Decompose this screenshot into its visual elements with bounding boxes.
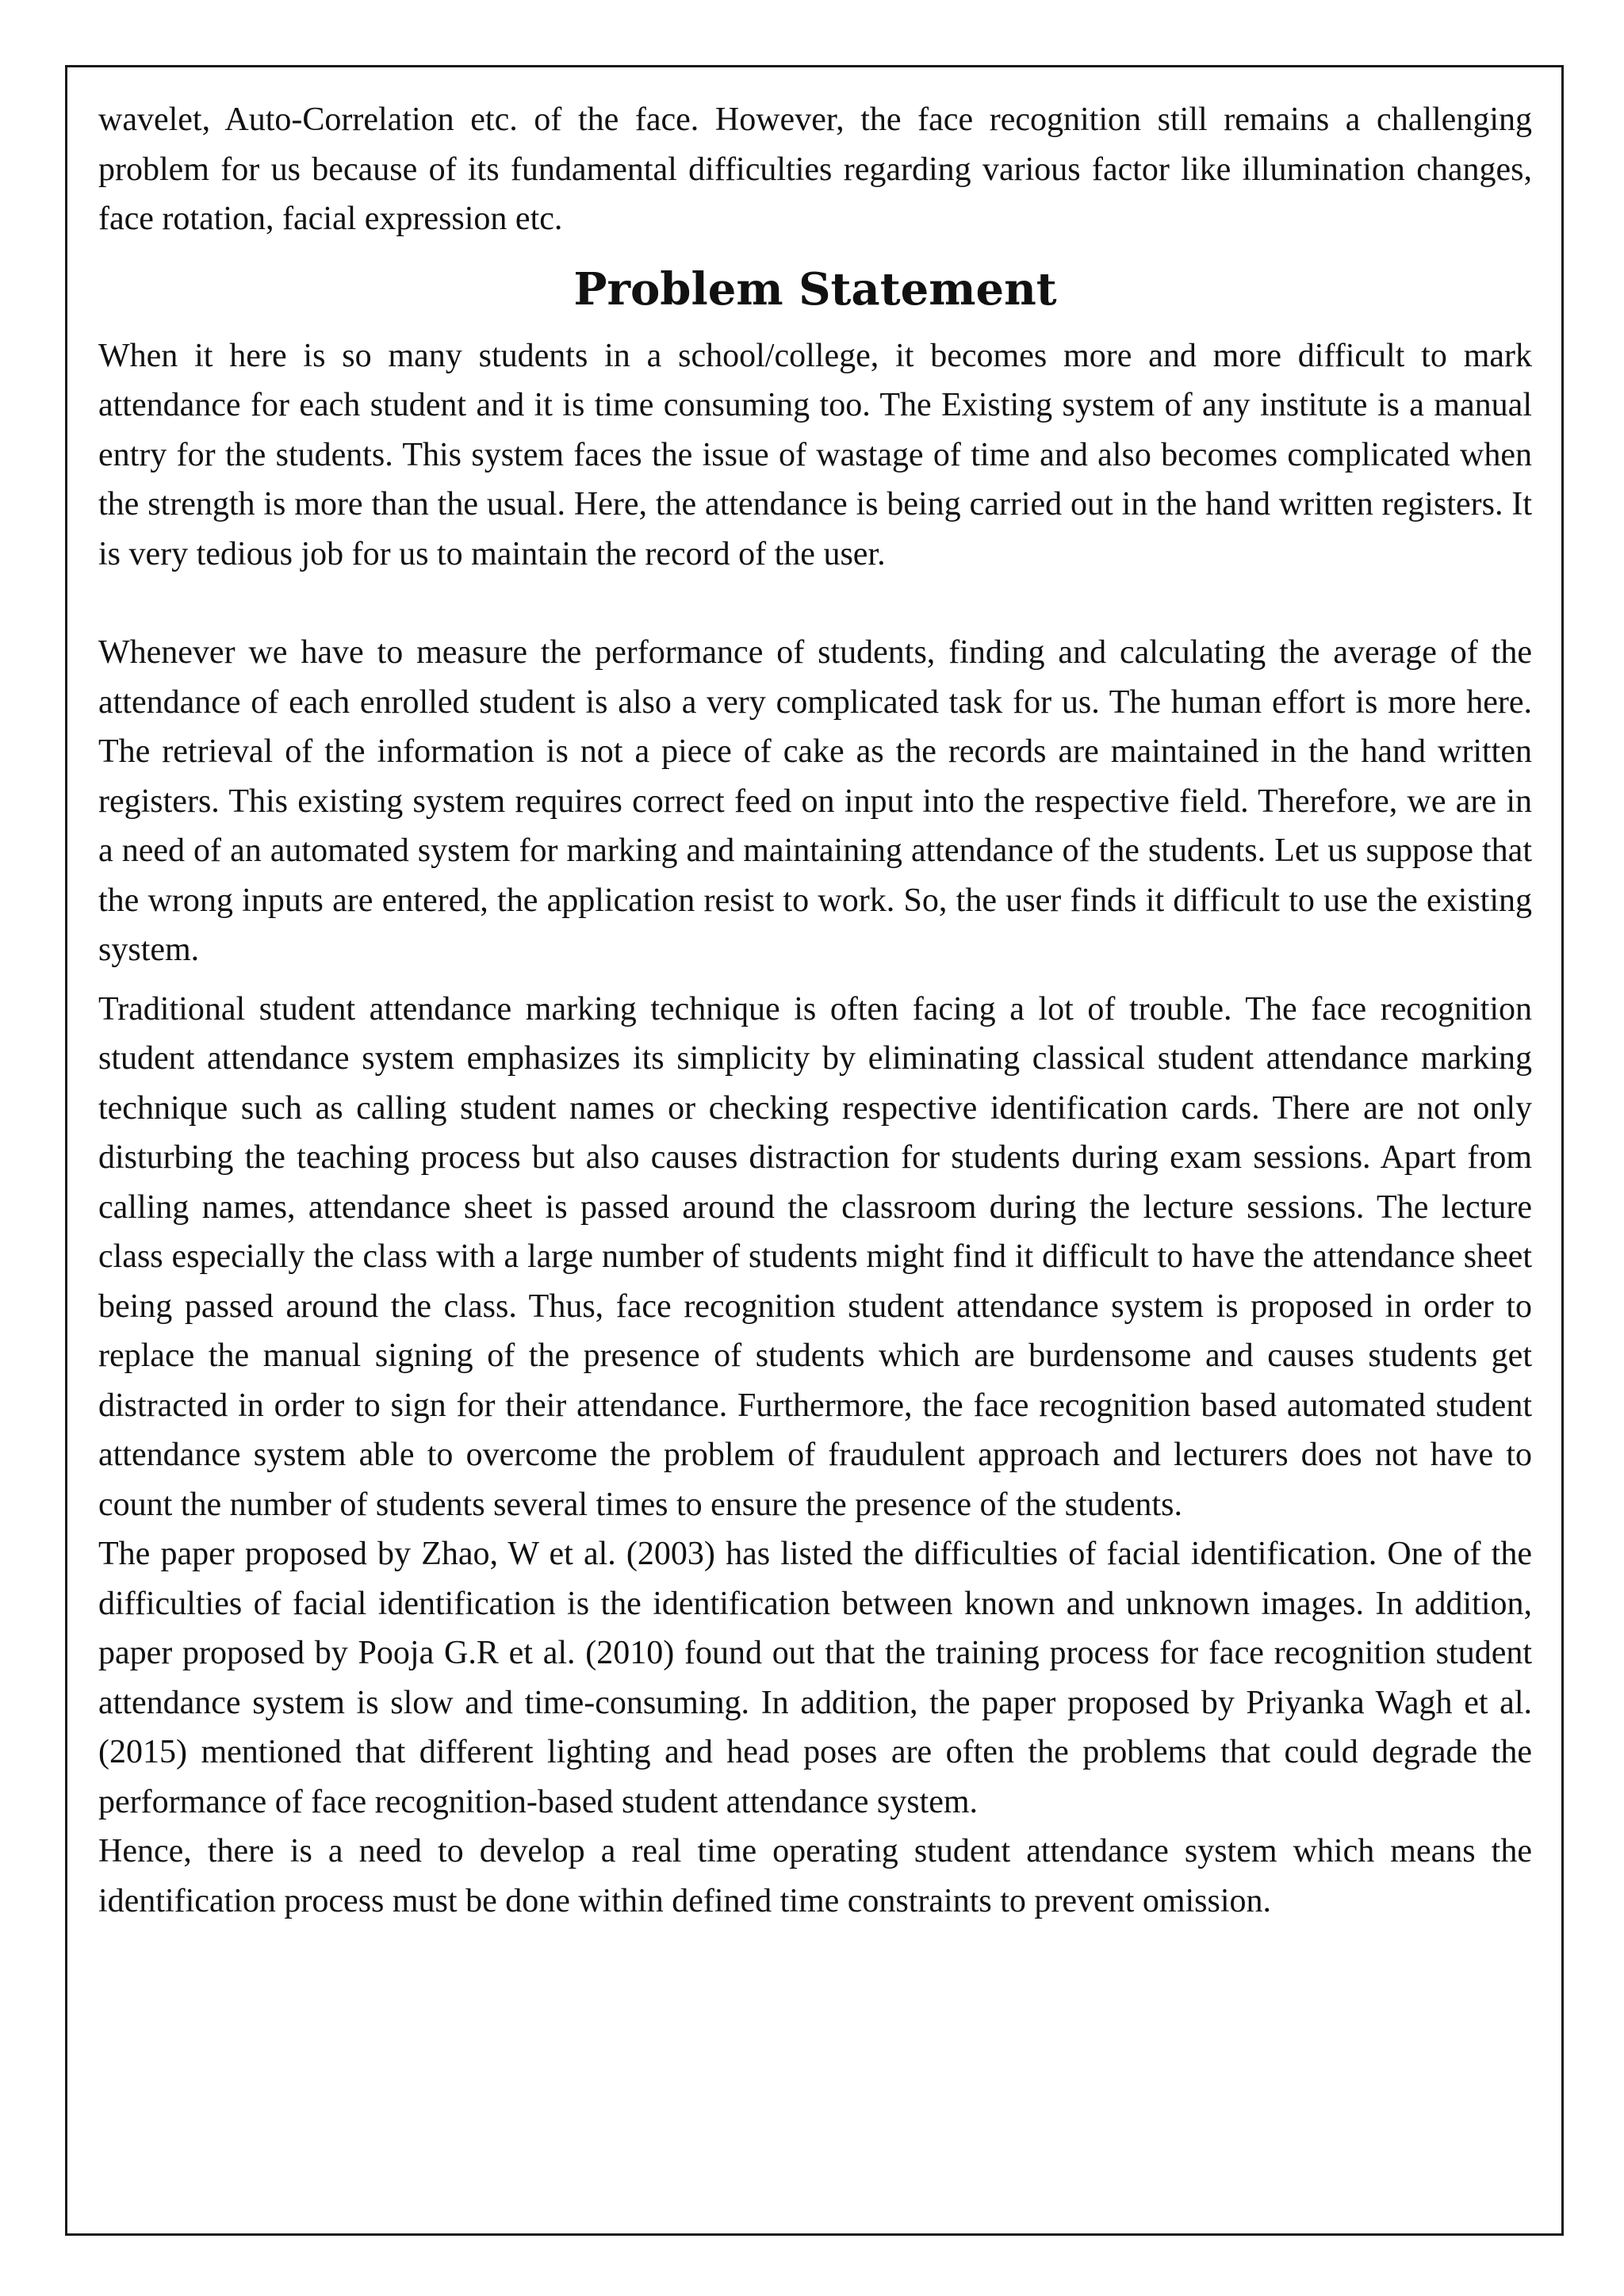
paragraph-existing-system: When it here is so many students in a school/college, it becomes more and more difficult to mark attendance for each student and it is time consuming too. The Existing system of any institute is a manual entry for the students. This system faces the issue of wastage of time and also becomes complicated when the strength is more than the usual. Here, the attendance is being carried out in the hand written registers. It is very tedious job for us to maintain the record of the user. xyxy=(98,337,1532,572)
paragraph-literature: The paper proposed by Zhao, W et al. (2003) has listed the difficulties of facial identification. One of the difficulties of facial identification is the identification between known and unknown images. In addition, paper proposed by Pooja G.R et al. (2010) found out that the training process for face recognition student attendance system is slow and time-consuming. In addition, the paper proposed by Priyanka Wagh et al. (2015) mentioned that different lighting and head poses are often the problems that could degrade the performance of face recognition-based student attendance system. xyxy=(98,1536,1532,1820)
intro-paragraph: wavelet, Auto-Correlation etc. of the face. However, the face recognition still remains a challenging problem for us because of its fundamental difficulties regarding various factor like illumination changes, face rotation, facial expression etc. xyxy=(98,101,1532,237)
section-heading: Problem Statement xyxy=(573,262,1057,316)
document-body xyxy=(98,95,1532,1926)
paragraph-performance: Whenever we have to measure the performance of students, finding and calculating the average of the attendance of each enrolled student is also a very complicated task for us. The human effort is more here. The retrieval of the information is not a piece of cake as the records are maintained in the hand written registers. This existing system requires correct feed on input into the respective field. Therefore, we are in a need of an automated system for marking and maintaining attendance of the students. Let us suppose that the wrong inputs are entered, the application resist to work. So, the user finds it difficult to use the existing system. xyxy=(98,634,1532,968)
paragraph-conclusion: Hence, there is a need to develop a real time operating student attendance system which means the identification process must be done within defined time constraints to prevent omission. xyxy=(98,1833,1532,1919)
paragraph-traditional: Traditional student attendance marking technique is often facing a lot of trouble. The face recognition student attendance system emphasizes its simplicity by eliminating classical student attendance marking technique such as calling student names or checking respective identification cards. There are not only disturbing the teaching process but also causes distraction for students during exam sessions. Apart from calling names, attendance sheet is passed around the classroom during the lecture sessions. The lecture class especially the class with a large number of students might find it difficult to have the attendance sheet being passed around the class. Thus, face recognition student attendance system is proposed in order to replace the manual signing of the presence of students which are burdensome and causes students get distracted in order to sign for their attendance. Furthermore, the face recognition based automated student attendance system able to overcome the problem of fraudulent approach and lecturers does not have to count the number of students several times to ensure the presence of the students. xyxy=(98,990,1532,1523)
